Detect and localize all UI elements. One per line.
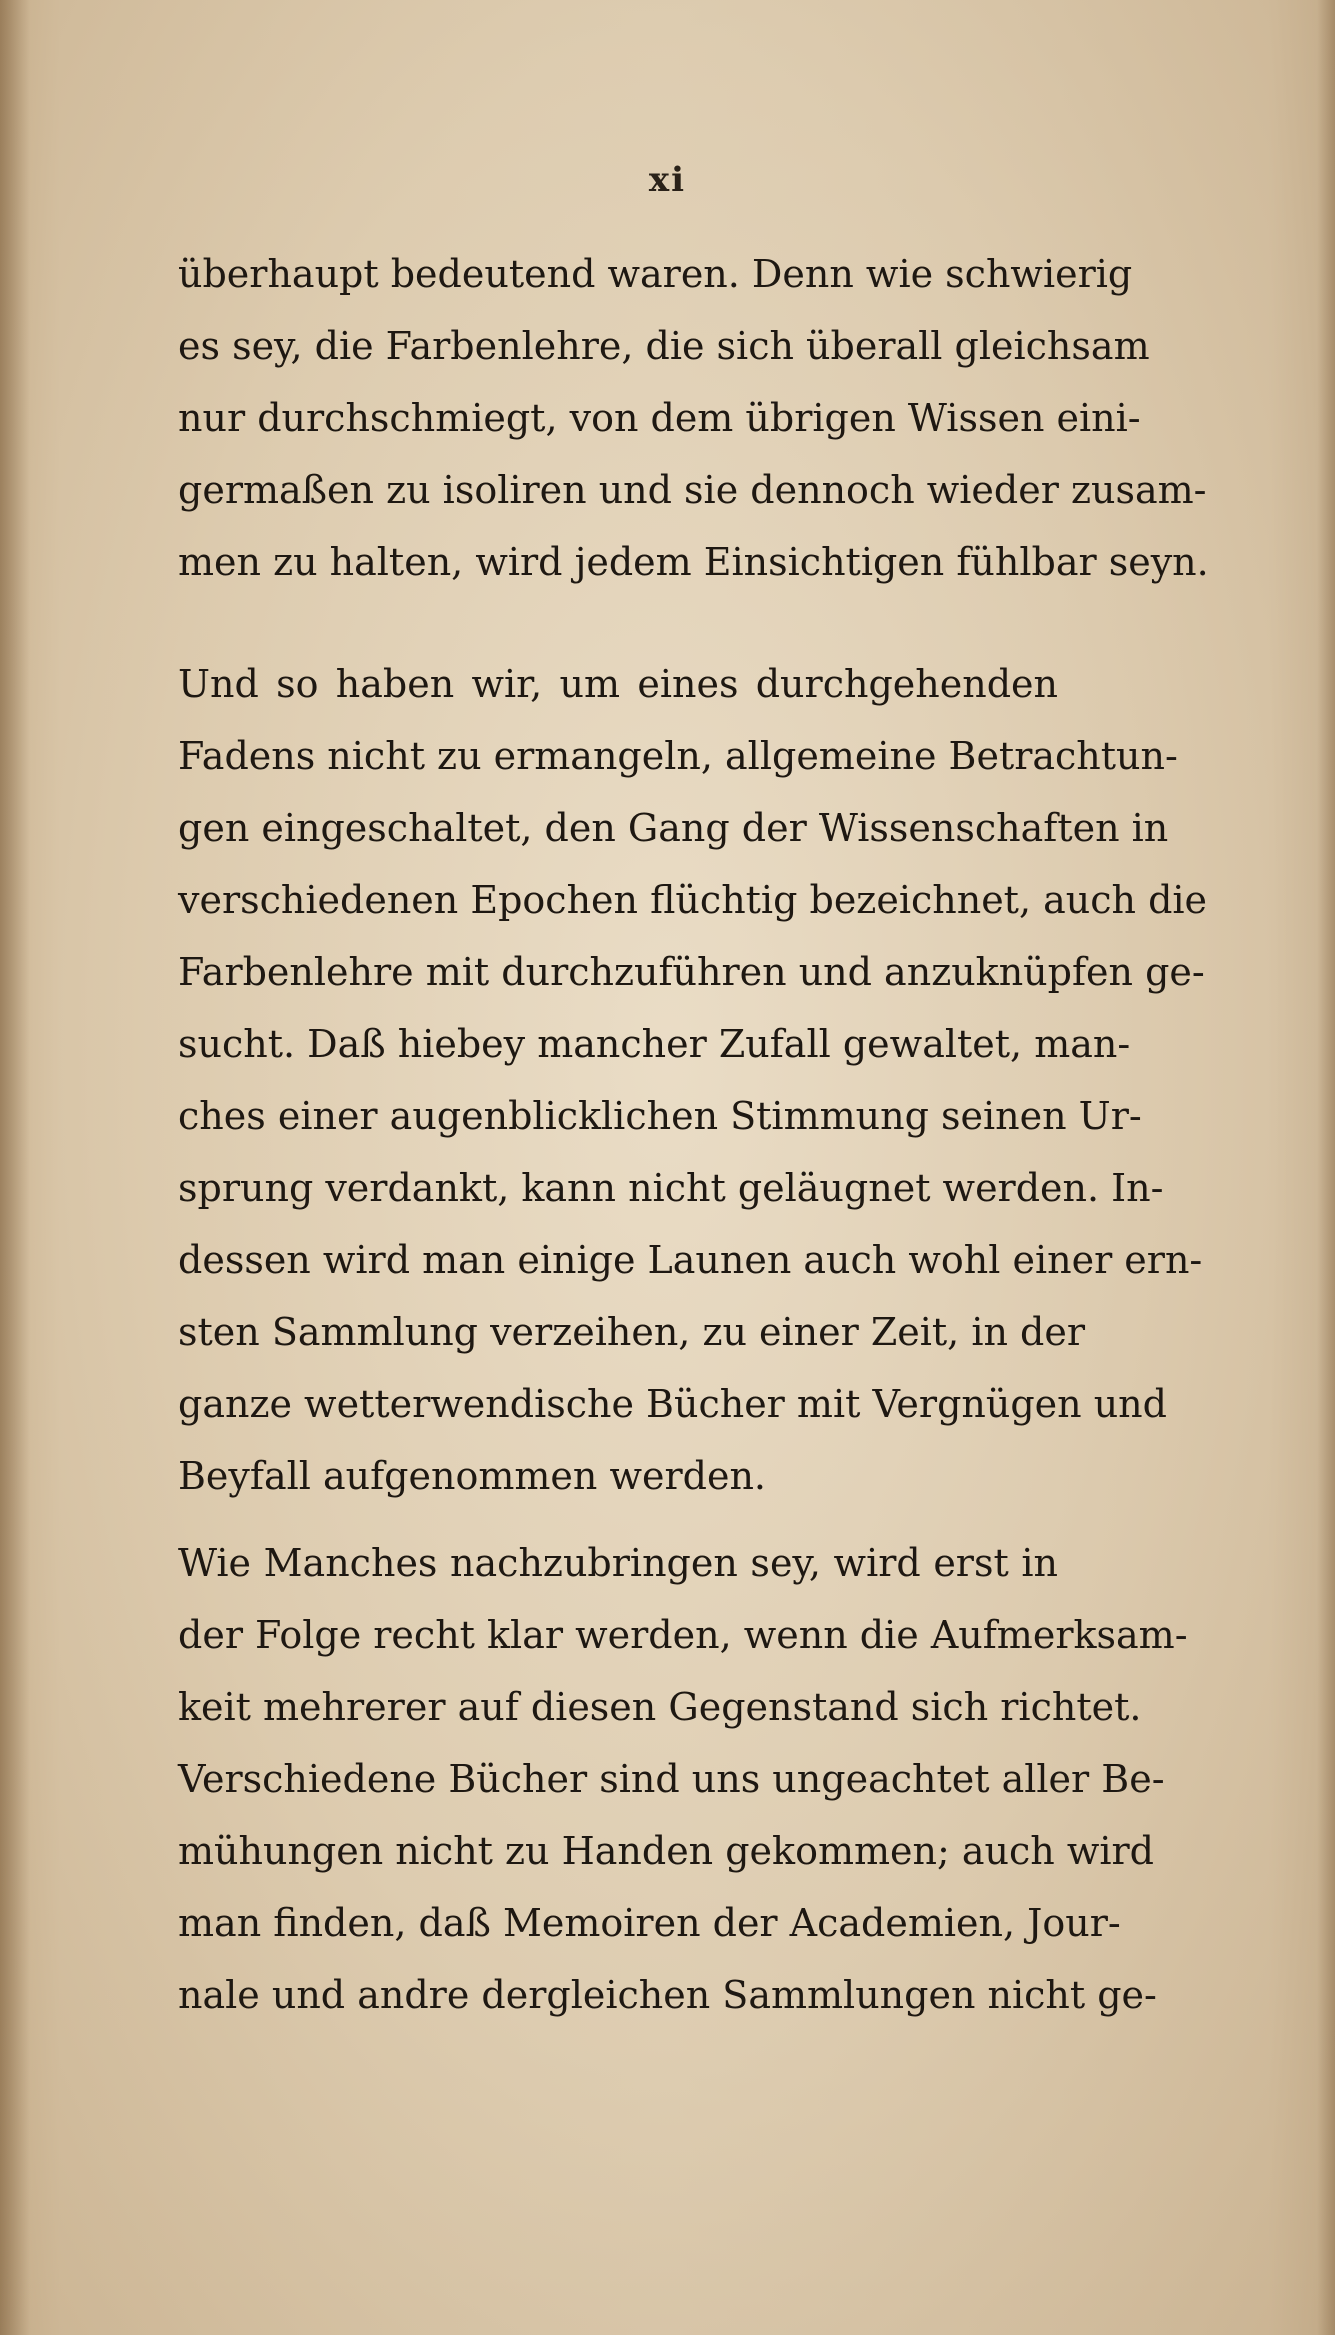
text-line: es sey, die Farbenlehre, die sich überall gleichsam (178, 324, 1150, 368)
page-number: xi (648, 160, 687, 200)
text-line: dessen wird man einige Launen auch wohl einer ern- (178, 1238, 1203, 1282)
text-line: keit mehrerer auf diesen Gegenstand sich richtet. (178, 1685, 1142, 1729)
text-line: germaßen zu isoliren und sie dennoch wieder zusam- (178, 468, 1207, 512)
text-line: mühungen nicht zu Handen gekommen; auch wird (178, 1829, 1154, 1873)
text-line: Wie Manches nachzubringen sey, wird erst in (178, 1541, 1058, 1585)
text-line: Farbenlehre mit durchzuführen und anzuknüpfen ge- (178, 950, 1205, 994)
text-line: Beyfall aufgenommen werden. (178, 1454, 766, 1498)
page-gutter-shadow (0, 0, 30, 2335)
text-line: nur durchschmiegt, von dem übrigen Wissen eini- (178, 396, 1141, 440)
text-line: der Folge recht klar werden, wenn die Aufmerksam- (178, 1613, 1188, 1657)
text-line: sprung verdankt, kann nicht geläugnet werden. In- (178, 1166, 1164, 1210)
text-line: nale und andre dergleichen Sammlungen nicht ge- (178, 1973, 1157, 2017)
text-line: Fadens nicht zu ermangeln, allgemeine Betrachtun- (178, 734, 1178, 778)
text-line: Verschiedene Bücher sind uns ungeachtet aller Be- (178, 1757, 1165, 1801)
paragraph-3 (178, 1527, 1188, 2031)
text-line: Und so haben wir, um eines durchgehenden (178, 662, 1058, 706)
paragraph-2 (178, 648, 1208, 1512)
text-line: ganze wetterwendische Bücher mit Vergnügen und (178, 1382, 1167, 1426)
paragraph-1 (178, 238, 1209, 598)
text-line: gen eingeschaltet, den Gang der Wissenschaften in (178, 806, 1169, 850)
text-line: überhaupt bedeutend waren. Denn wie schwierig (178, 252, 1133, 296)
text-line: verschiedenen Epochen flüchtig bezeichnet, auch die (178, 878, 1208, 922)
text-line: man finden, daß Memoiren der Academien, Jour- (178, 1901, 1121, 1945)
text-line: sten Sammlung verzeihen, zu einer Zeit, in der (178, 1310, 1086, 1354)
text-line: ches einer augenblicklichen Stimmung seinen Ur- (178, 1094, 1142, 1138)
text-line: men zu halten, wird jedem Einsichtigen fühlbar seyn. (178, 540, 1209, 584)
page-edge-shadow (1317, 0, 1335, 2335)
text-line: sucht. Daß hiebey mancher Zufall gewaltet, man- (178, 1022, 1131, 1066)
